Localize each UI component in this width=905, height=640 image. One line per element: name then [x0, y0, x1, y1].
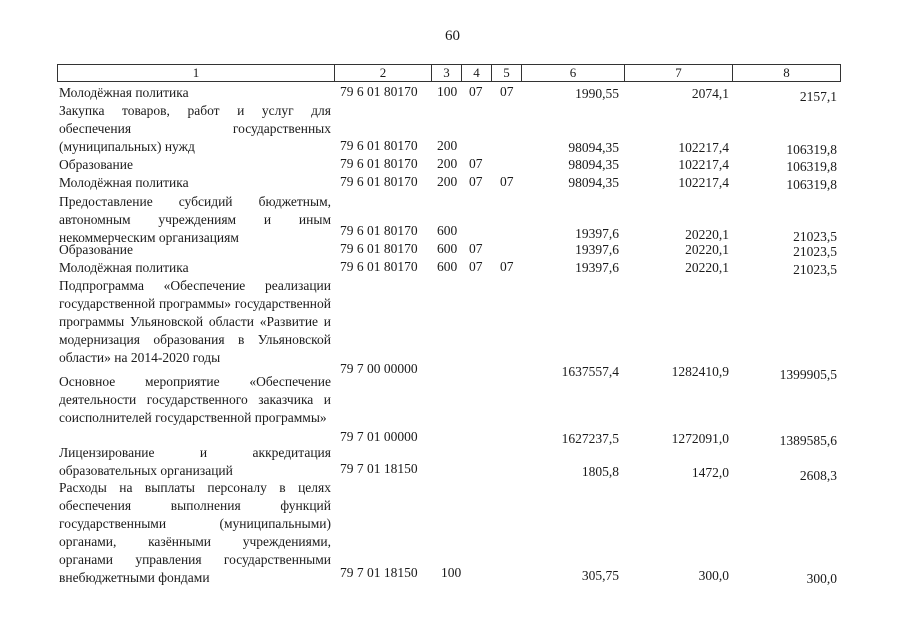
header-col-4: 4 [462, 64, 492, 82]
row-col3: 600 [437, 241, 458, 256]
row-value-8: 300,0 [806, 571, 837, 586]
row-code: 79 6 01 80170 [340, 174, 418, 189]
row-value-8: 106319,8 [786, 159, 837, 174]
row-code: 79 6 01 80170 [340, 241, 418, 256]
row-code: 79 6 01 80170 [340, 223, 418, 238]
row-col5: 07 [500, 174, 514, 189]
row-col3: 100 [437, 84, 458, 99]
row-code: 79 7 00 00000 [340, 361, 418, 376]
row-name: Образование [59, 242, 133, 257]
row-value-8: 2608,3 [799, 468, 837, 483]
row-value-7: 300,0 [698, 568, 729, 583]
row-value-6: 1637557,4 [561, 364, 619, 379]
row-value-8: 2157,1 [799, 89, 837, 104]
row-name: Молодёжная политика [59, 85, 189, 100]
row-col4: 07 [469, 174, 483, 189]
row-value-8: 106319,8 [786, 142, 837, 157]
row-col3: 600 [437, 223, 458, 238]
row-value-7: 102217,4 [678, 175, 729, 190]
row-value-8: 106319,8 [786, 177, 837, 192]
row-value-7: 1282410,9 [671, 364, 729, 379]
row-value-8: 21023,5 [793, 262, 837, 277]
row-value-8: 1389585,6 [779, 433, 837, 448]
row-name: Расходы на выплаты персоналу в целях обеспечения выполнения функций государственными (муниципальными) органами, казёнными учреждениями, органами управления государственными внебюджетными фондами [59, 480, 331, 585]
row-col4: 07 [469, 259, 483, 274]
row-code: 79 6 01 80170 [340, 138, 418, 153]
row-value-7: 20220,1 [685, 260, 729, 275]
row-code: 79 7 01 18150 [340, 565, 418, 580]
row-col3: 100 [441, 565, 462, 580]
row-value-7: 20220,1 [685, 227, 729, 242]
header-col-5: 5 [492, 64, 522, 82]
row-col5: 07 [500, 84, 514, 99]
row-col3: 200 [437, 174, 458, 189]
header-col-3: 3 [432, 64, 462, 82]
row-value-8: 1399905,5 [779, 367, 837, 382]
row-value-7: 20220,1 [685, 242, 729, 257]
row-value-6: 98094,35 [568, 175, 619, 190]
header-col-8: 8 [733, 64, 841, 82]
row-code: 79 6 01 80170 [340, 84, 418, 99]
row-col3: 200 [437, 156, 458, 171]
row-value-6: 19397,6 [575, 242, 619, 257]
row-value-7: 2074,1 [691, 86, 729, 101]
row-code: 79 7 01 18150 [340, 461, 418, 476]
row-value-6: 1805,8 [581, 464, 619, 479]
row-col4: 07 [469, 156, 483, 171]
row-code: 79 6 01 80170 [340, 259, 418, 274]
row-value-7: 102217,4 [678, 157, 729, 172]
header-col-6: 6 [522, 64, 625, 82]
row-name: Молодёжная политика [59, 175, 189, 190]
row-value-6: 98094,35 [568, 157, 619, 172]
row-value-8: 21023,5 [793, 229, 837, 244]
row-col4: 07 [469, 84, 483, 99]
row-col5: 07 [500, 259, 514, 274]
row-name: Молодёжная политика [59, 260, 189, 275]
row-value-8: 21023,5 [793, 244, 837, 259]
header-col-2: 2 [335, 64, 432, 82]
row-value-6: 1990,55 [575, 86, 619, 101]
row-col4: 07 [469, 241, 483, 256]
page-number: 60 [445, 28, 460, 44]
row-col3: 200 [437, 138, 458, 153]
row-value-6: 98094,35 [568, 140, 619, 155]
row-name: Основное мероприятие «Обеспечение деятельности государственного заказчика и соисполнителей государственной программы» [59, 374, 331, 425]
header-col-7: 7 [625, 64, 733, 82]
row-value-6: 1627237,5 [561, 431, 619, 446]
row-name: Предоставление субсидий бюджетным, автономным учреждениям и иным некоммерческим организациям [59, 194, 331, 245]
row-name: Подпрограмма «Обеспечение реализации государственной программы» государственной программы Ульяновской области «Развитие и модернизация образования в Ульяновской области» на 2014-2020 годы [59, 278, 331, 365]
row-col3: 600 [437, 259, 458, 274]
row-value-7: 1472,0 [691, 465, 729, 480]
row-name: Образование [59, 157, 133, 172]
row-name: Лицензирование и аккредитация образовательных организаций [59, 445, 331, 478]
row-value-7: 1272091,0 [671, 431, 729, 446]
row-code: 79 7 01 00000 [340, 429, 418, 444]
row-value-7: 102217,4 [678, 140, 729, 155]
row-code: 79 6 01 80170 [340, 156, 418, 171]
row-value-6: 19397,6 [575, 260, 619, 275]
row-name: Закупка товаров, работ и услуг для обеспечения государственных (муниципальных) нужд [59, 103, 331, 154]
row-value-6: 305,75 [581, 568, 619, 583]
header-col-1: 1 [57, 64, 335, 82]
row-value-6: 19397,6 [575, 226, 619, 241]
